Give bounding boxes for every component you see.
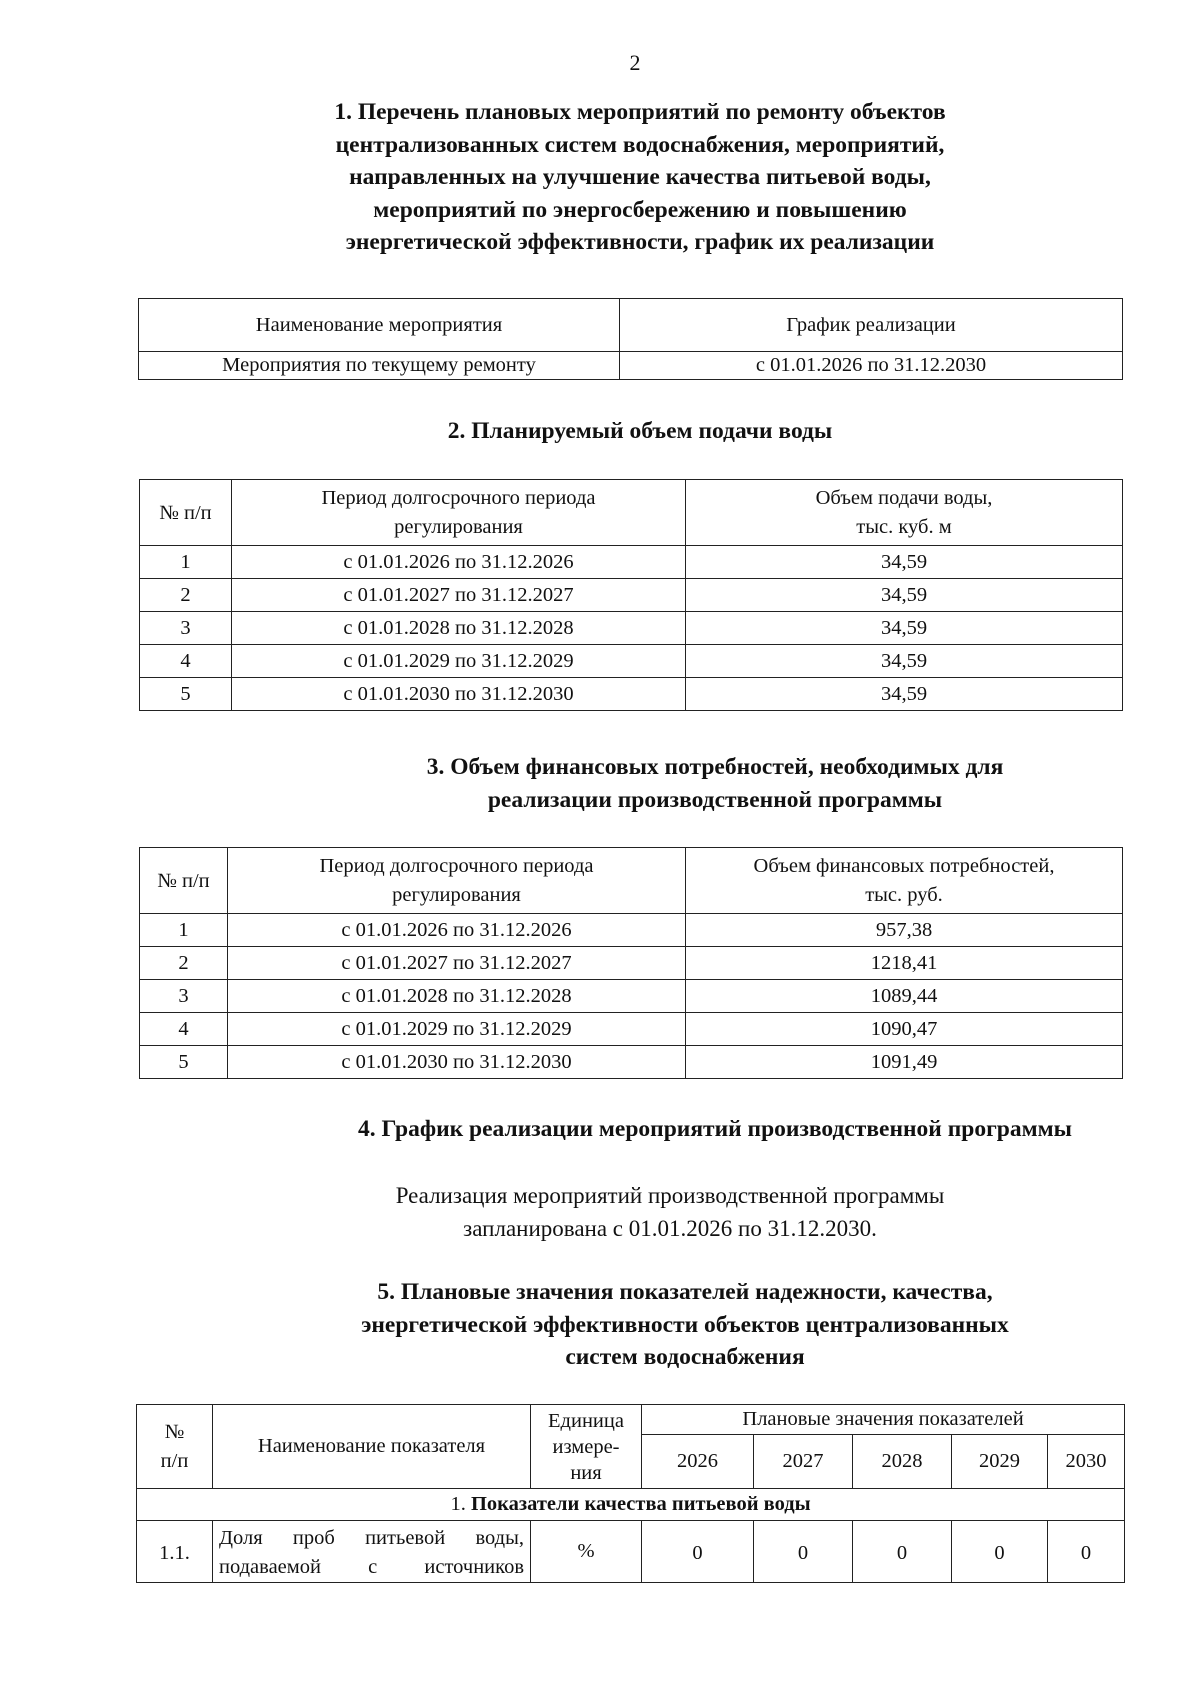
cell-value: 34,59 [686, 579, 1123, 612]
cell-value: 1089,44 [686, 980, 1123, 1013]
cell-period: с 01.01.2027 по 31.12.2027 [228, 947, 686, 980]
header-period [228, 848, 686, 914]
section3-heading [240, 751, 1190, 816]
table-row [140, 914, 1123, 947]
cell-period: с 01.01.2030 по 31.12.2030 [228, 1046, 686, 1079]
table-row [140, 678, 1123, 711]
section2-heading [140, 415, 1140, 448]
cell-value: 1090,47 [686, 1013, 1123, 1046]
header-year: 2029 [952, 1435, 1048, 1489]
water-supply-table [139, 479, 1123, 711]
cell-indicator-name [213, 1521, 531, 1583]
cell-number: 4 [140, 645, 232, 678]
header-schedule: График реализации [620, 299, 1123, 352]
cell-number: 3 [140, 980, 228, 1013]
header-period-line: Период долгосрочного периода [319, 854, 594, 877]
table-row [140, 645, 1123, 678]
section1-heading [140, 96, 1140, 259]
cell-value: 34,59 [686, 612, 1123, 645]
heading-line: направленных на улучшение качества питьевой воды, [349, 164, 931, 190]
cell-value: 34,59 [686, 546, 1123, 579]
header-period [232, 480, 686, 546]
group-title [137, 1489, 1125, 1521]
cell-period: с 01.01.2026 по 31.12.2026 [232, 546, 686, 579]
table-header-row [139, 299, 1123, 352]
cell-value: 0 [642, 1521, 754, 1583]
table-row [139, 352, 1123, 380]
table-row [140, 980, 1123, 1013]
header-finance [686, 848, 1123, 914]
header-unit-line: ния [570, 1461, 602, 1484]
heading-line: 5. Плановые значения показателей надежности, качества, [377, 1279, 993, 1305]
heading-line: 1. Перечень плановых мероприятий по ремонту объектов [334, 99, 946, 125]
header-activity-name: Наименование мероприятия [139, 299, 620, 352]
cell-number: 1 [140, 914, 228, 947]
header-number: № п/п [140, 480, 232, 546]
cell-number: 1.1. [137, 1521, 213, 1583]
cell-number: 2 [140, 947, 228, 980]
header-number: № п/п [140, 848, 228, 914]
header-unit [531, 1405, 642, 1489]
cell-value: 34,59 [686, 678, 1123, 711]
group-name: Показатели качества питьевой воды [470, 1493, 811, 1515]
heading-line: энергетической эффективности, график их реализации [345, 229, 935, 255]
financial-needs-table [139, 847, 1123, 1079]
table-row [137, 1521, 1125, 1583]
cell-activity: Мероприятия по текущему ремонту [139, 352, 620, 380]
cell-period: с 01.01.2029 по 31.12.2029 [228, 1013, 686, 1046]
table-row [140, 1013, 1123, 1046]
header-volume-line: тыс. куб. м [856, 515, 952, 538]
heading-line: энергетической эффективности объектов централизованных [361, 1311, 1009, 1338]
cell-period: с 01.01.2026 по 31.12.2026 [228, 914, 686, 947]
header-number-line: п/п [160, 1449, 189, 1472]
indicator-name-line: Доля проб питьевой воды, [219, 1527, 524, 1549]
cell-number: 5 [140, 678, 232, 711]
header-year: 2026 [642, 1435, 754, 1489]
header-period-line: Период долгосрочного периода [321, 486, 596, 509]
cell-number: 2 [140, 579, 232, 612]
header-period-line: регулирования [392, 883, 521, 906]
table-row [140, 1046, 1123, 1079]
header-finance-line: Объем финансовых потребностей, [753, 854, 1055, 877]
table-row [140, 546, 1123, 579]
cell-value: 34,59 [686, 645, 1123, 678]
header-finance-line: тыс. руб. [865, 883, 943, 906]
cell-period: с 01.01.2028 по 31.12.2028 [232, 612, 686, 645]
cell-number: 1 [140, 546, 232, 579]
header-planned-values: Плановые значения показателей [642, 1405, 1125, 1435]
cell-value: 1091,49 [686, 1046, 1123, 1079]
cell-value: 0 [853, 1521, 952, 1583]
table-header-row [137, 1405, 1125, 1435]
cell-period: с 01.01.2028 по 31.12.2028 [228, 980, 686, 1013]
table-row [140, 612, 1123, 645]
header-indicator-name: Наименование показателя [213, 1405, 531, 1489]
header-unit-line: измере- [552, 1435, 620, 1458]
cell-value: 1218,41 [686, 947, 1123, 980]
cell-unit: % [531, 1521, 642, 1583]
group-row [137, 1489, 1125, 1521]
header-number [137, 1405, 213, 1489]
group-number: 1. [450, 1493, 471, 1515]
header-year: 2027 [754, 1435, 853, 1489]
section5-heading [180, 1276, 1190, 1374]
header-volume [686, 480, 1123, 546]
header-year: 2028 [853, 1435, 952, 1489]
cell-number: 4 [140, 1013, 228, 1046]
heading-line: 4. График реализации мероприятий производственной программы [358, 1116, 1072, 1142]
activities-table [138, 298, 1123, 380]
header-period-line: регулирования [394, 515, 523, 538]
cell-number: 5 [140, 1046, 228, 1079]
cell-value: 0 [1048, 1521, 1125, 1583]
cell-number: 3 [140, 612, 232, 645]
cell-period: с 01.01.2030 по 31.12.2030 [232, 678, 686, 711]
section4-text [290, 1180, 1050, 1245]
cell-value: 957,38 [686, 914, 1123, 947]
heading-line: 3. Объем финансовых потребностей, необходимых для [426, 754, 1004, 780]
heading-line: мероприятий по энергосбережению и повышению [373, 196, 907, 223]
heading-line: реализации производственной программы [487, 786, 943, 813]
heading-line: централизованных систем водоснабжения, мероприятий, [335, 131, 945, 158]
cell-value: 0 [754, 1521, 853, 1583]
page-number: 2 [629, 50, 641, 75]
cell-period: с 01.01.2029 по 31.12.2029 [232, 645, 686, 678]
cell-period: с 01.01.2027 по 31.12.2027 [232, 579, 686, 612]
heading-line: 2. Планируемый объем подачи воды [447, 418, 833, 444]
header-volume-line: Объем подачи воды, [815, 486, 993, 509]
table-row [140, 947, 1123, 980]
table-header-row [140, 848, 1123, 914]
heading-line: систем водоснабжения [565, 1344, 805, 1370]
text-line: запланирована с 01.01.2026 по 31.12.2030. [463, 1215, 877, 1241]
header-number-line: № [164, 1420, 185, 1443]
header-unit-line: Единица [548, 1409, 624, 1432]
cell-period: с 01.01.2026 по 31.12.2030 [620, 352, 1123, 380]
table-row [140, 579, 1123, 612]
text-line: Реализация мероприятий производственной программы [395, 1183, 945, 1208]
indicators-table [136, 1404, 1125, 1583]
cell-value: 0 [952, 1521, 1048, 1583]
table-header-row [140, 480, 1123, 546]
header-year: 2030 [1048, 1435, 1125, 1489]
indicator-name-line: подаваемой с источников [219, 1556, 524, 1578]
section4-heading [200, 1113, 1200, 1146]
